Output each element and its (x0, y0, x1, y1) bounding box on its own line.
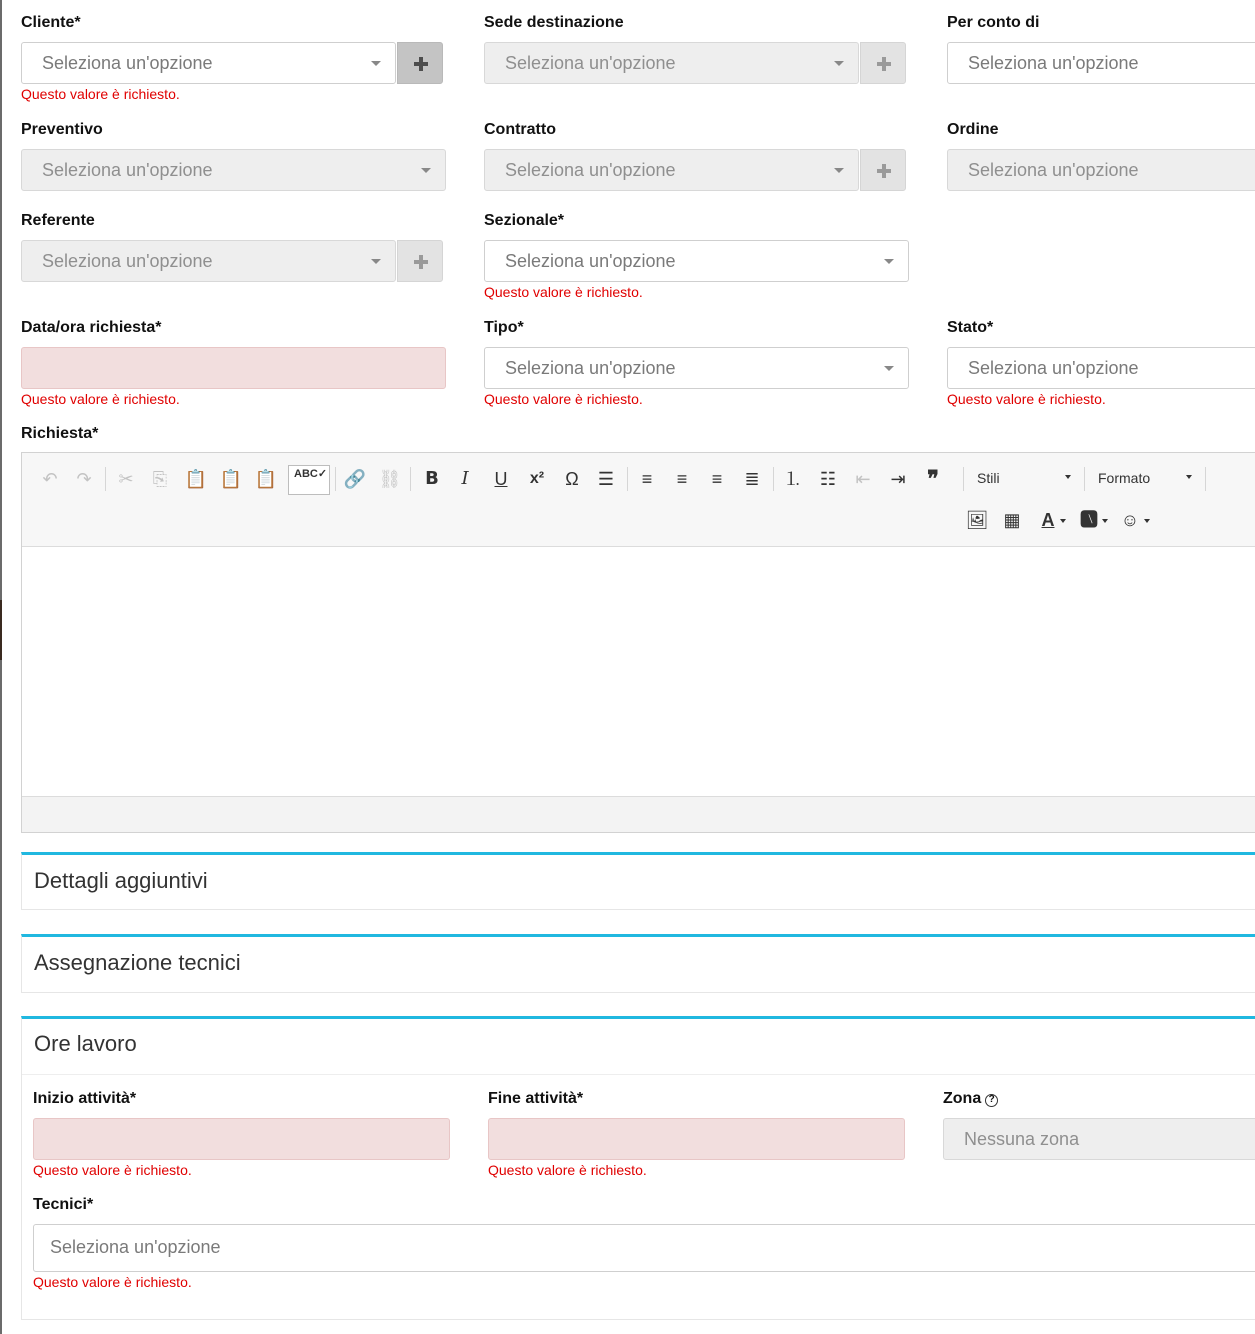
add-contratto-button[interactable] (860, 149, 906, 191)
paste-word-icon[interactable]: 📋 (254, 469, 278, 489)
per-conto-di-placeholder: Seleziona un'opzione (968, 53, 1139, 73)
undo-icon[interactable]: ↶ (42, 469, 58, 489)
styles-dropdown[interactable]: Stili (977, 470, 1000, 486)
stato-select[interactable] (947, 347, 1255, 389)
tipo-error: Questo valore è richiesto. (484, 391, 643, 407)
chevron-down-icon (1102, 519, 1108, 523)
toolbar-separator (1205, 467, 1206, 491)
inizio-attivita-label: Inizio attività* (33, 1090, 137, 1107)
table-icon[interactable]: ▦ (1003, 510, 1021, 530)
per-conto-di-select[interactable] (947, 42, 1255, 84)
chevron-down-icon (371, 61, 381, 66)
fine-attivita-label: Fine attività* (488, 1090, 584, 1107)
richiesta-editor-content[interactable] (22, 547, 1255, 797)
paste-icon[interactable]: 📋 (184, 469, 208, 489)
tecnici-error: Questo valore è richiesto. (33, 1274, 192, 1290)
tipo-placeholder: Seleziona un'opzione (505, 358, 676, 378)
chevron-down-icon (834, 61, 844, 66)
inizio-attivita-input[interactable] (33, 1118, 450, 1160)
stato-error: Questo valore è richiesto. (947, 391, 1106, 407)
plus-icon (877, 57, 891, 71)
plus-icon (414, 255, 428, 269)
bullet-list-icon[interactable]: ☷ (819, 469, 837, 489)
cliente-label: Cliente* (21, 14, 81, 31)
ordine-select[interactable] (947, 149, 1255, 191)
add-referente-button[interactable] (397, 240, 443, 282)
ordine-placeholder: Seleziona un'opzione (968, 160, 1139, 180)
data-ora-label: Data/ora richiesta* (21, 319, 162, 336)
richiesta-label: Richiesta* (21, 425, 99, 442)
toolbar-separator (1084, 467, 1085, 491)
paste-text-icon[interactable]: 📋 (219, 469, 243, 489)
toolbar-separator (963, 467, 964, 491)
plus-icon (414, 57, 428, 71)
tipo-label: Tipo* (484, 319, 524, 336)
referente-select[interactable] (21, 240, 396, 282)
chevron-down-icon (371, 259, 381, 264)
help-icon[interactable]: ? (985, 1094, 998, 1107)
link-icon[interactable]: 🔗 (343, 469, 367, 489)
cliente-select[interactable] (21, 42, 396, 84)
window-edge-accent (0, 600, 2, 660)
tecnici-label: Tecnici* (33, 1196, 94, 1213)
cliente-select-placeholder: Seleziona un'opzione (42, 53, 213, 73)
referente-label: Referente (21, 212, 95, 229)
chevron-down-icon (421, 168, 431, 173)
window-edge (0, 0, 2, 1334)
tipo-select[interactable] (484, 347, 909, 389)
cliente-error: Questo valore è richiesto. (21, 86, 180, 102)
chevron-down-icon (1186, 475, 1192, 479)
stato-label: Stato* (947, 319, 994, 336)
text-color-icon[interactable]: A (1041, 510, 1055, 530)
preventivo-placeholder: Seleziona un'opzione (42, 160, 213, 180)
inizio-attivita-error: Questo valore è richiesto. (33, 1162, 192, 1178)
contratto-label: Contratto (484, 121, 556, 138)
background-color-icon[interactable]: 🅰 (1080, 510, 1098, 530)
per-conto-di-label: Per conto di (947, 14, 1040, 31)
tecnici-placeholder: Seleziona un'opzione (50, 1237, 221, 1257)
tecnici-select[interactable] (33, 1224, 1255, 1272)
copy-icon[interactable]: ⎘ (152, 469, 168, 489)
superscript-icon[interactable]: x² (529, 470, 545, 487)
sede-destinazione-placeholder: Seleziona un'opzione (505, 53, 676, 73)
chevron-down-icon (834, 168, 844, 173)
align-justify-icon[interactable]: ≣ (744, 469, 760, 489)
redo-icon[interactable]: ↷ (76, 469, 92, 489)
image-icon[interactable]: 🖼 (965, 510, 989, 530)
toolbar-separator (335, 467, 336, 491)
chevron-down-icon (1065, 475, 1071, 479)
sezionale-label: Sezionale* (484, 212, 565, 229)
panel-divider (22, 1074, 1255, 1075)
blockquote-icon[interactable]: ❞ (927, 466, 939, 491)
data-ora-error: Questo valore è richiesto. (21, 391, 180, 407)
richiesta-editor (21, 452, 1255, 833)
cut-icon[interactable]: ✂ (118, 469, 134, 489)
dettagli-aggiuntivi-panel[interactable] (21, 852, 1255, 910)
toolbar-separator (627, 467, 628, 491)
plus-icon (877, 164, 891, 178)
assegnazione-tecnici-title[interactable]: Assegnazione tecnici (34, 950, 241, 975)
zona-label (943, 1090, 998, 1108)
spellcheck-icon: ABC✓ (294, 468, 328, 480)
dettagli-aggiuntivi-title[interactable]: Dettagli aggiuntivi (34, 868, 208, 893)
ordine-label: Ordine (947, 121, 999, 138)
sede-destinazione-label: Sede destinazione (484, 14, 624, 31)
fine-attivita-error: Questo valore è richiesto. (488, 1162, 647, 1178)
contratto-placeholder: Seleziona un'opzione (505, 160, 676, 180)
special-char-icon[interactable]: Ω (565, 469, 579, 489)
zona-input[interactable]: Nessuna zona (943, 1118, 1255, 1160)
format-dropdown[interactable]: Formato (1098, 470, 1151, 486)
sezionale-error: Questo valore è richiesto. (484, 284, 643, 300)
align-left-icon[interactable]: ≡ (641, 469, 653, 489)
add-cliente-button[interactable] (397, 42, 443, 84)
chevron-down-icon (884, 259, 894, 264)
chevron-down-icon (884, 366, 894, 371)
data-ora-input[interactable] (21, 347, 446, 389)
align-right-icon[interactable]: ≡ (711, 469, 723, 489)
editor-status-bar (22, 796, 1255, 832)
editor-toolbar (22, 453, 1255, 547)
bold-icon[interactable]: B (425, 468, 439, 489)
chevron-down-icon (1060, 519, 1066, 523)
outdent-icon[interactable]: ⇤ (855, 469, 871, 489)
add-sede-button[interactable] (860, 42, 906, 84)
indent-icon[interactable]: ⇥ (890, 469, 906, 489)
toolbar-separator (410, 467, 411, 491)
chevron-down-icon (1144, 519, 1150, 523)
spellcheck-button[interactable] (288, 465, 330, 495)
italic-icon[interactable]: I (461, 468, 469, 489)
unlink-icon[interactable]: ⛓ (378, 469, 402, 489)
toolbar-separator (773, 467, 774, 491)
preventivo-select[interactable] (21, 149, 446, 191)
referente-placeholder: Seleziona un'opzione (42, 251, 213, 271)
underline-icon[interactable]: U (494, 469, 508, 489)
assegnazione-tecnici-panel[interactable] (21, 934, 1255, 993)
ore-lavoro-title[interactable]: Ore lavoro (34, 1031, 137, 1056)
sezionale-placeholder: Seleziona un'opzione (505, 251, 676, 271)
fine-attivita-input[interactable] (488, 1118, 905, 1160)
contratto-select[interactable] (484, 149, 859, 191)
numbered-list-icon[interactable]: ⒈ (784, 469, 802, 489)
sede-destinazione-select[interactable] (484, 42, 859, 84)
emoji-icon[interactable]: ☺ (1120, 510, 1140, 530)
preventivo-label: Preventivo (21, 121, 103, 138)
stato-placeholder: Seleziona un'opzione (968, 358, 1139, 378)
sezionale-select[interactable] (484, 240, 909, 282)
horizontal-line-icon[interactable]: ☰ (597, 469, 615, 489)
align-center-icon[interactable]: ≡ (676, 469, 688, 489)
zona-label-text: Zona (943, 1090, 982, 1107)
toolbar-separator (105, 467, 106, 491)
